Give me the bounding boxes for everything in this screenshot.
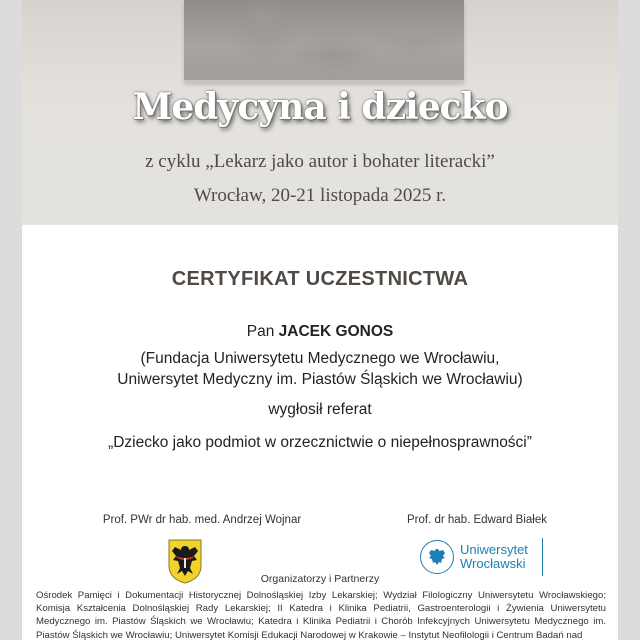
uwr-name: [460, 543, 528, 571]
header-banner: [22, 0, 618, 225]
uwr-name-line-2: Wrocławski: [460, 556, 526, 571]
uwr-name-line-1: Uniwersytet: [460, 542, 528, 557]
affiliation-line-1: (Fundacja Uniwersytetu Medycznego we Wrocławiu,: [140, 350, 500, 367]
partners-list: Ośrodek Pamięci i Dokumentacji Historycznej Dolnośląskiej Izby Lekarskiej; Wydział Filologiczny Uniwersytetu Wrocławskiego; Komisja Kształcenia Dolnośląskiej Rady Lekarskiej; II Katedra i Klinika Pediatrii, Gastroenterologii i Żywienia Uniwersytetu Medycznego im. Piastów Śląskich we Wrocławiu; Katedra i Klinika Pediatrii i Chorób Infekcyjnych Uniwersytetu Medycznego im. Piastów Śląskich we Wrocławiu; Uniwersytet Komisji Edukacji Narodowej w Krakowie – Instytut Neofilologii i Centrum Badań nad: [36, 590, 606, 640]
uwr-divider: [542, 538, 543, 576]
certificate-page: [22, 0, 618, 640]
signature-right: Prof. dr hab. Edward Białek: [407, 514, 547, 526]
action-text: wygłosił referat: [268, 401, 372, 418]
sculpture-relief-image: [184, 0, 464, 83]
lecture-topic: „Dziecko jako podmiot w orzecznictwie o niepełnosprawności”: [108, 434, 532, 451]
event-series: z cyklu „Lekarz jako autor i bohater literacki”: [145, 151, 495, 172]
salutation: Pan: [246, 323, 275, 340]
recipient-line: [22, 323, 618, 341]
certificate-heading: CERTYFIKAT UCZESTNICTWA: [171, 268, 469, 290]
recipient-name: JACEK GONOS: [278, 323, 394, 340]
uwr-eagle-icon: [427, 547, 447, 567]
event-place-date: Wrocław, 20-21 listopada 2025 r.: [193, 185, 447, 206]
affiliation-line-2: Uniwersytet Medyczny im. Piastów Śląskich we Wrocławiu): [117, 371, 523, 388]
signature-left: Prof. PWr dr hab. med. Andrzej Wojnar: [102, 514, 302, 526]
organizers-label: Organizatorzy i Partnerzy: [260, 573, 380, 585]
event-title: Medycyna i dziecko: [132, 86, 508, 128]
